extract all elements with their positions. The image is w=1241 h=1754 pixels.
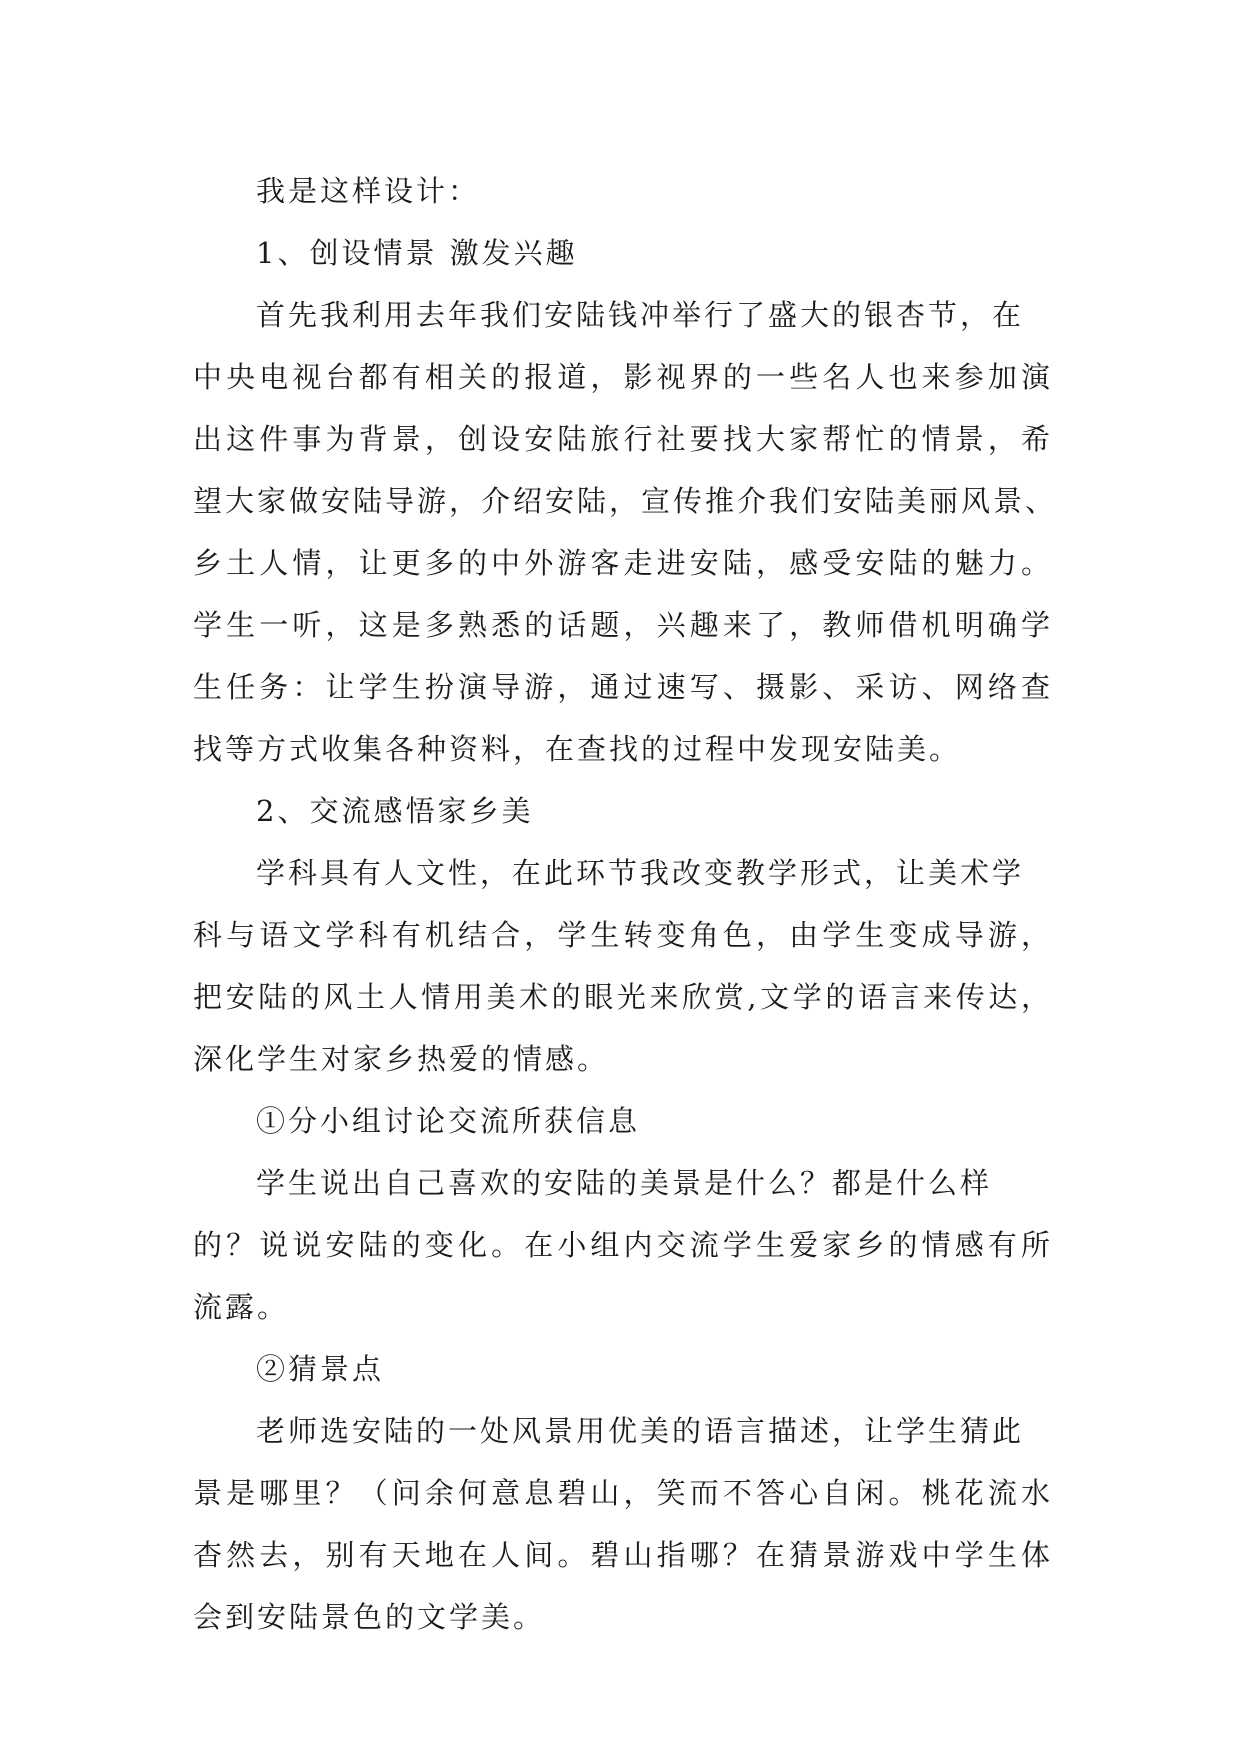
paragraph-line: 的？说说安陆的变化。在小组内交流学生爱家乡的情感有所: [193, 1228, 1053, 1262]
paragraph-line: 杳然去，别有天地在人间。碧山指哪？在猜景游戏中学生体: [193, 1538, 1053, 1572]
paragraph-line: 学科具有人文性，在此环节我改变教学形式，让美术学: [256, 856, 1025, 890]
paragraph-line: 深化学生对家乡热爱的情感。: [193, 1042, 610, 1076]
paragraph-line: 流露。: [193, 1290, 290, 1324]
paragraph-line: 首先我利用去年我们安陆钱冲举行了盛大的银杏节，在: [256, 298, 1025, 332]
section-heading: 2、交流感悟家乡美: [256, 794, 534, 828]
paragraph-line: 把安陆的风土人情用美术的眼光来欣赏,文学的语言来传达，: [193, 980, 1053, 1014]
paragraph-line: 学生一听，这是多熟悉的话题，兴趣来了，教师借机明确学: [193, 608, 1053, 642]
paragraph-line: 中央电视台都有相关的报道，影视界的一些名人也来参加演: [193, 360, 1053, 394]
subsection-heading: ①分小组讨论交流所获信息: [256, 1104, 641, 1138]
paragraph-line: 会到安陆景色的文学美。: [193, 1600, 546, 1634]
section-heading: 1、创设情景 激发兴趣: [256, 236, 578, 270]
paragraph-line: 景是哪里？（问余何意息碧山，笑而不答心自闲。桃花流水: [193, 1476, 1053, 1510]
paragraph-line: 乡土人情，让更多的中外游客走进安陆，感受安陆的魅力。: [193, 546, 1053, 580]
paragraph-line: 找等方式收集各种资料，在查找的过程中发现安陆美。: [193, 732, 962, 766]
paragraph-line: 老师选安陆的一处风景用优美的语言描述，让学生猜此: [256, 1414, 1025, 1448]
paragraph-line: 学生说出自己喜欢的安陆的美景是什么？都是什么样: [256, 1166, 993, 1200]
document-body: [193, 160, 1058, 1648]
paragraph-line: 生任务：让学生扮演导游，通过速写、摄影、采访、网络查: [193, 670, 1053, 704]
paragraph-line: 我是这样设计：: [256, 174, 481, 208]
paragraph-line: 望大家做安陆导游，介绍安陆，宣传推介我们安陆美丽风景、: [193, 484, 1058, 518]
paragraph-line: 科与语文学科有机结合，学生转变角色，由学生变成导游，: [193, 918, 1053, 952]
subsection-heading: ②猜景点: [256, 1352, 385, 1386]
paragraph-line: 出这件事为背景，创设安陆旅行社要找大家帮忙的情景，希: [193, 422, 1053, 456]
